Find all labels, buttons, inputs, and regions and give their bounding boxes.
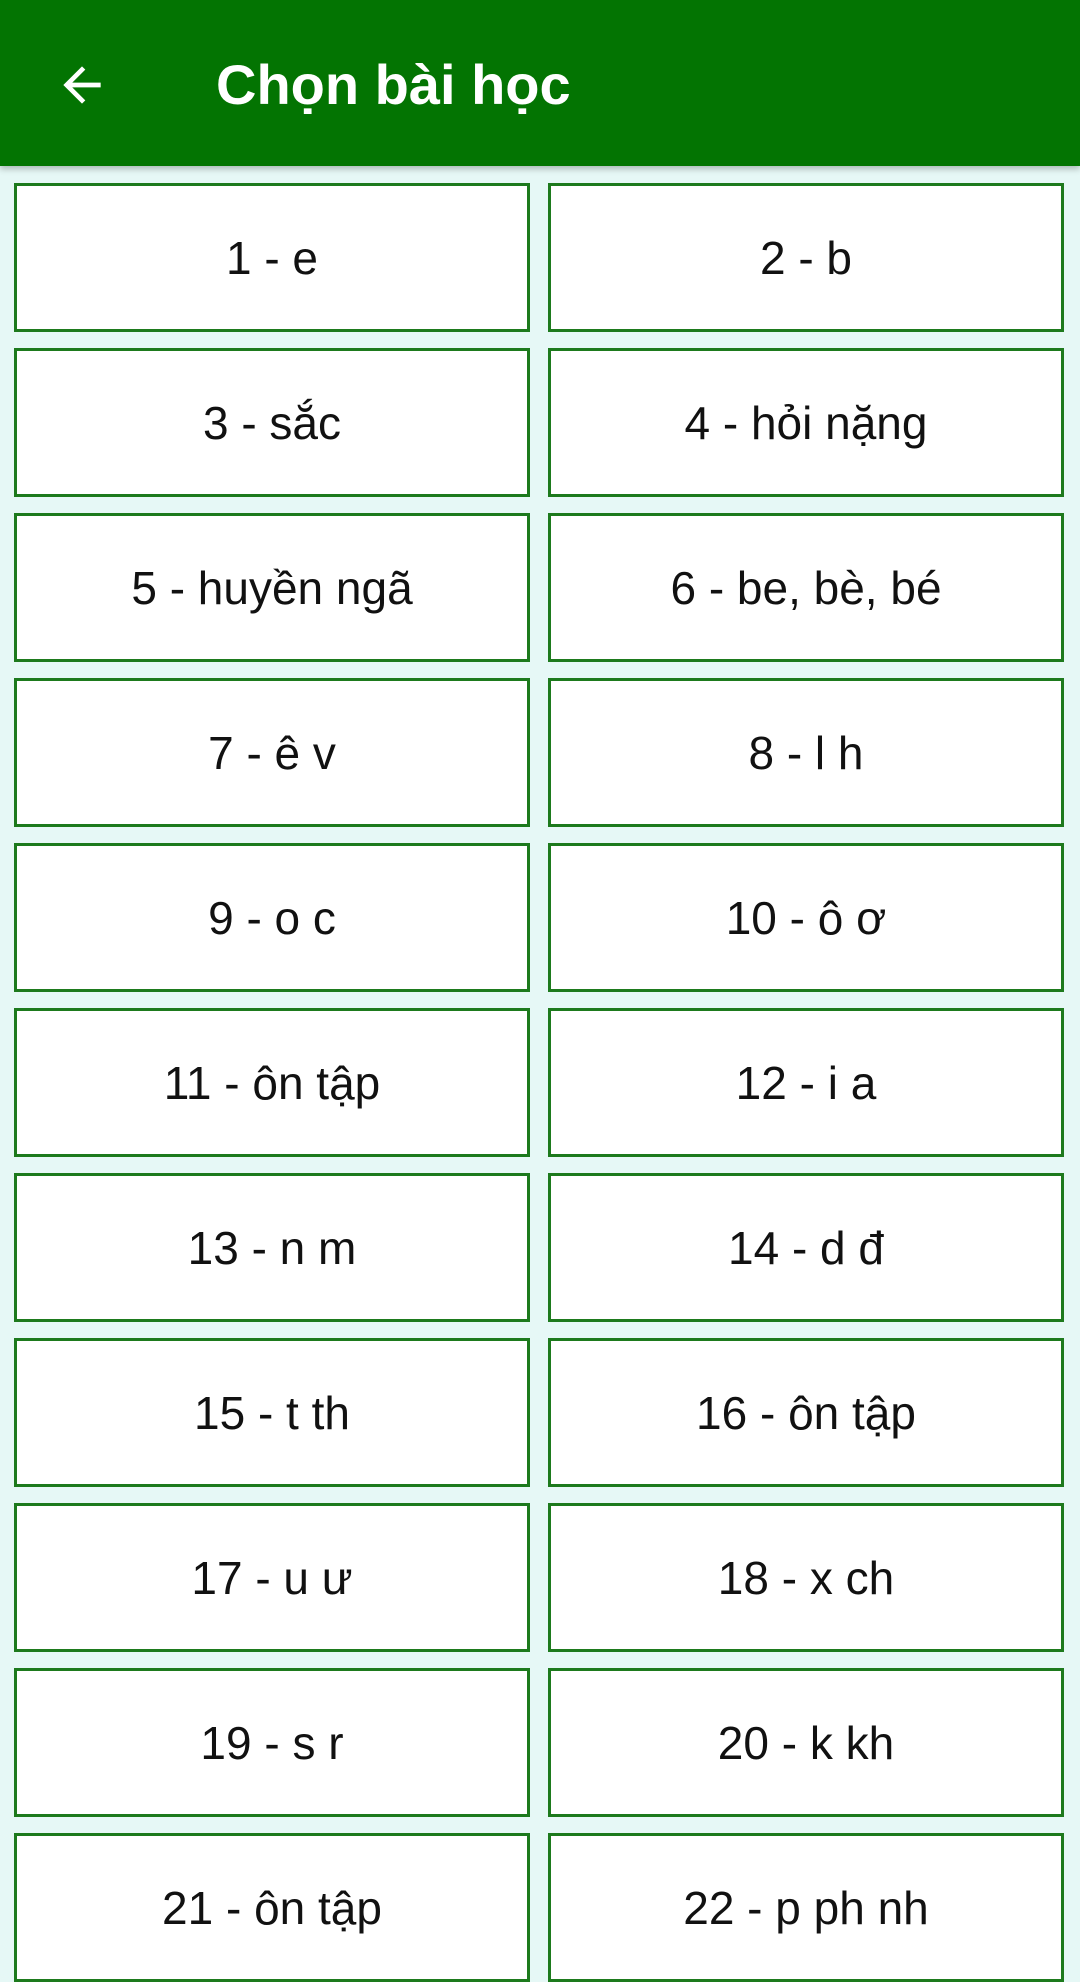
lesson-button[interactable]: 21 - ôn tập [14, 1833, 530, 1982]
page-title: Chọn bài học [216, 53, 571, 116]
lesson-button[interactable]: 4 - hỏi nặng [548, 348, 1064, 497]
lesson-button[interactable]: 22 - p ph nh [548, 1833, 1064, 1982]
lesson-button[interactable]: 9 - o c [14, 843, 530, 992]
lesson-button[interactable]: 2 - b [548, 183, 1064, 332]
lesson-button[interactable]: 10 - ô ơ [548, 843, 1064, 992]
lesson-button[interactable]: 15 - t th [14, 1338, 530, 1487]
lesson-button[interactable]: 11 - ôn tập [14, 1008, 530, 1157]
app-bar [0, 0, 1080, 166]
arrow-left-icon [54, 57, 110, 113]
lesson-button[interactable]: 8 - l h [548, 678, 1064, 827]
back-button[interactable] [40, 43, 124, 127]
lesson-button[interactable]: 18 - x ch [548, 1503, 1064, 1652]
lesson-button[interactable]: 16 - ôn tập [548, 1338, 1064, 1487]
lesson-button[interactable]: 6 - be, bè, bé [548, 513, 1064, 662]
lesson-button[interactable]: 7 - ê v [14, 678, 530, 827]
lesson-button[interactable]: 3 - sắc [14, 348, 530, 497]
lesson-grid [14, 183, 1064, 1982]
lesson-list[interactable] [0, 166, 1080, 1934]
lesson-button[interactable]: 20 - k kh [548, 1668, 1064, 1817]
lesson-button[interactable]: 12 - i a [548, 1008, 1064, 1157]
lesson-button[interactable]: 13 - n m [14, 1173, 530, 1322]
lesson-button[interactable]: 19 - s r [14, 1668, 530, 1817]
lesson-button[interactable]: 5 - huyền ngã [14, 513, 530, 662]
lesson-button[interactable]: 1 - e [14, 183, 530, 332]
lesson-button[interactable]: 14 - d đ [548, 1173, 1064, 1322]
lesson-button[interactable]: 17 - u ư [14, 1503, 530, 1652]
